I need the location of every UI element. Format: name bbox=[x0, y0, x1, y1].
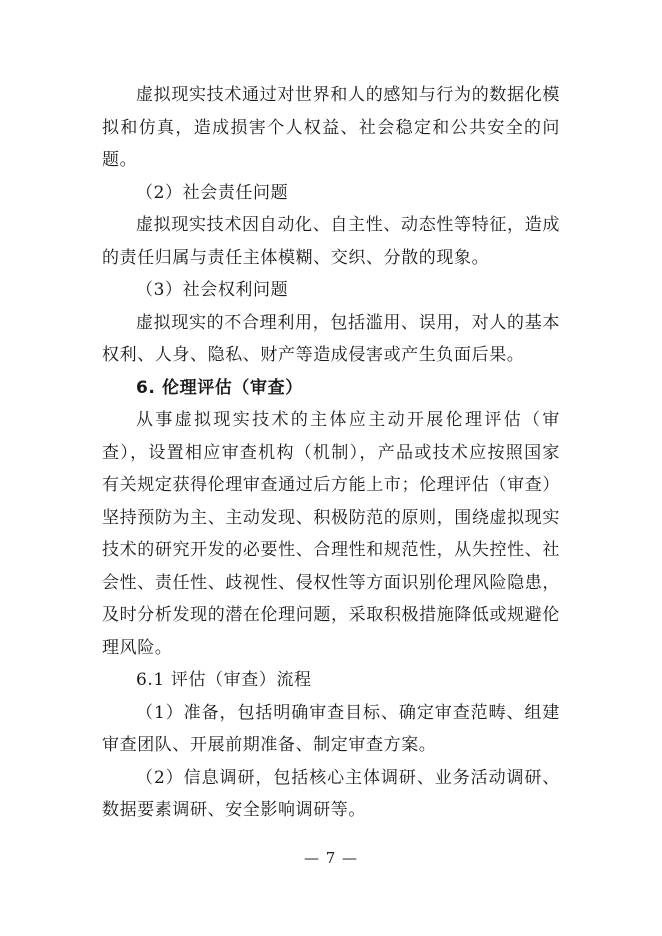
paragraph-vr-simulation: 虚拟现实技术通过对世界和人的感知与行为的数据化模拟和仿真，造成损害个人权益、社会稳定和公共安全的问题。 bbox=[102, 85, 560, 170]
subheading-social-rights: （3）社会权利问题 bbox=[136, 280, 289, 300]
section-heading-ethics-review: 6. 伦理评估（审查） bbox=[136, 377, 303, 398]
subheading-review-process: 6.1 评估（审查）流程 bbox=[136, 670, 312, 690]
page-number: — 7 — bbox=[303, 849, 359, 867]
paragraph-step-research: （2）信息调研，包括核心主体调研、业务活动调研、数据要素调研、安全影响调研等。 bbox=[102, 767, 560, 820]
paragraph-social-responsibility: 虚拟现实技术因自动化、自主性、动态性等特征，造成的责任归属与责任主体模糊、交织、分散的现象。 bbox=[102, 215, 560, 268]
document-body bbox=[102, 79, 560, 827]
paragraph-step-preparation: （1）准备，包括明确审查目标、确定审查范畴、组建审查团队、开展前期准备、制定审查方案。 bbox=[102, 702, 560, 755]
paragraph-social-rights: 虚拟现实的不合理利用，包括滥用、误用，对人的基本权利、人身、隐私、财产等造成侵害或产生负面后果。 bbox=[102, 312, 560, 365]
subheading-social-responsibility: （2）社会责任问题 bbox=[136, 182, 289, 203]
paragraph-ethics-review: 从事虚拟现实技术的主体应主动开展伦理评估（审查），设置相应审查机构（机制），产品或技术应按照国家有关规定获得伦理审查通过后方能上市；伦理评估（审查）坚持预防为主、主动发现、积极防范的原则，围绕虚拟现实技术的研究开发的必要性、合理性和规范性，从失控性、社会性、责任性、歧视性、侵权性等方面识别伦理风险隐患，及时分析发现的潜在伦理问题，采取积极措施降低或规避伦理风险。 bbox=[102, 410, 560, 658]
